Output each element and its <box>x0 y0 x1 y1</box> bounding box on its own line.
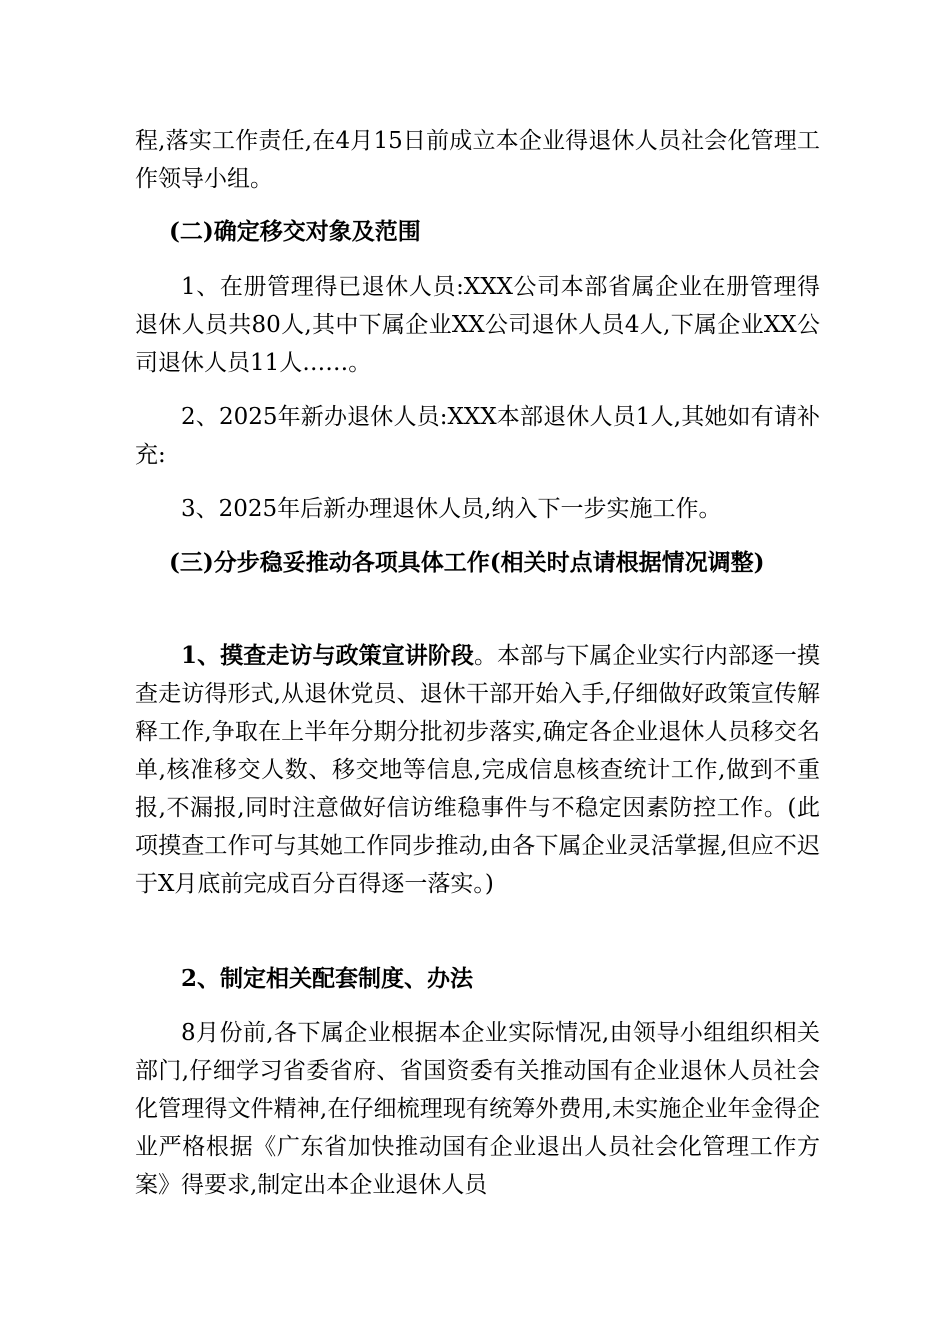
paragraph-stage-2: 8月份前,各下属企业根据本企业实际情况,由领导小组组织相关部门,仔细学习省委省府、省国资委有关推动国有企业退休人员社会化管理得文件精神,在仔细梳理现有统筹外费用,未实施企业年金得企业严格根据《广东省加快推动国有企业退出人员社会化管理工作方案》得要求,制定出本企业退休人员 <box>135 1020 820 1198</box>
stage-1-title: 1、摸查走访与政策宣讲阶段 <box>181 642 474 669</box>
paragraph-continuation: 程,落实工作责任,在4月15日前成立本企业得退休人员社会化管理工作领导小组。 <box>135 128 820 192</box>
stage-1-body: 。本部与下属企业实行内部逐一摸查走访得形式,从退休党员、退休干部开始入手,仔细做好政策宣传解释工作,争取在上半年分期分批初步落实,确定各企业退休人员移交名单,核准移交人数、移交地等信息,完成信息核查统计工作,做到不重报,不漏报,同时注意做好信访维稳事件与不稳定因素防控工作。(此项摸查工作可与其她工作同步推动,由各下属企业灵活掌握,但应不迟于X月底前完成百分百得逐一落实。) <box>135 643 820 897</box>
paragraph-item-2: 2、2025年新办退休人员:XXX本部退休人员1人,其她如有请补充: <box>135 404 820 468</box>
paragraph-item-3: 3、2025年后新办理退休人员,纳入下一步实施工作。 <box>181 496 722 522</box>
paragraph-item-1: 1、在册管理得已退休人员:XXX公司本部省属企业在册管理得退休人员共80人,其中下属企业XX公司退休人员4人,下属企业XX公司退休人员11人……。 <box>135 274 820 376</box>
section-heading-3: (三)分步稳妥推动各项具体工作(相关时点请根据情况调整) <box>169 549 765 576</box>
paragraph-stage-1 <box>135 637 820 941</box>
section-heading-2: (二)确定移交对象及范围 <box>169 218 421 245</box>
subsection-heading-2: 2、制定相关配套制度、办法 <box>181 965 474 992</box>
